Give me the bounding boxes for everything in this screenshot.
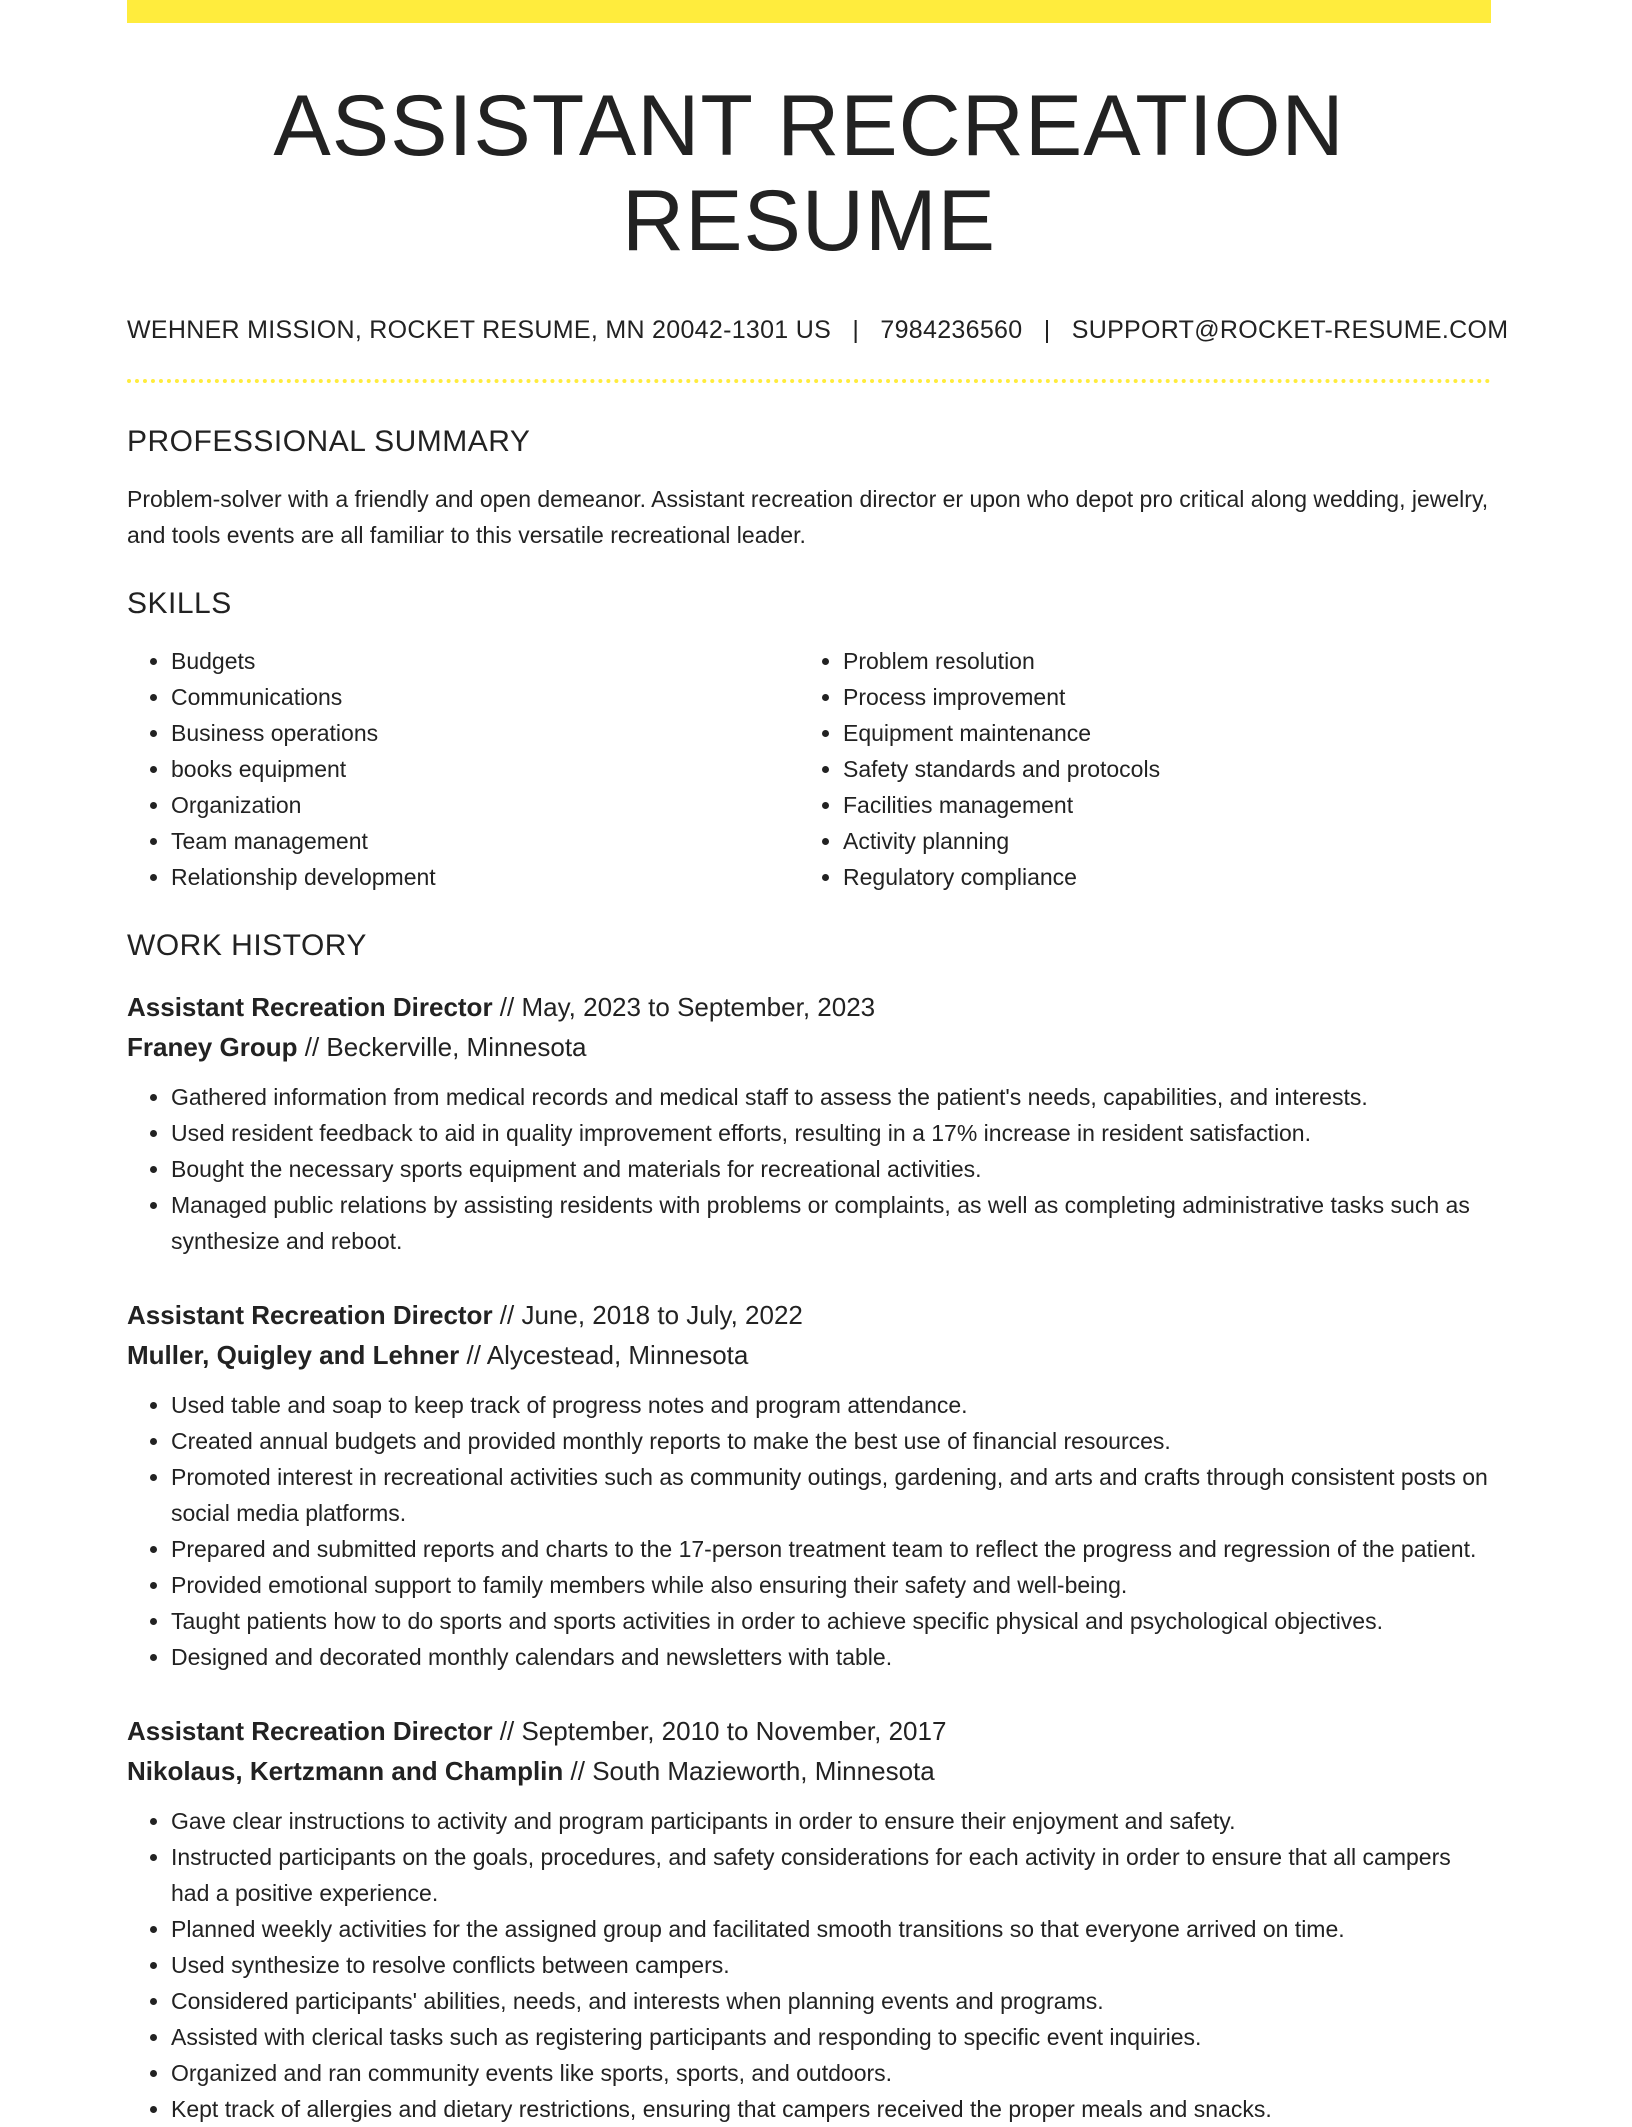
skill-item: • Communications (171, 679, 799, 715)
skill-item: • Business operations (171, 715, 799, 751)
skill-item: • Organization (171, 787, 799, 823)
job-bullet: • Bought the necessary sports equipment and materials for recreational activities. (171, 1151, 1491, 1187)
job-company: Muller, Quigley and Lehner (127, 1340, 460, 1371)
job-bullet: • Gathered information from medical records and medical staff to assess the patient's needs, capabilities, and interests. (171, 1079, 1491, 1115)
skill-item: • Safety standards and protocols (843, 751, 1471, 787)
job-bullet: • Used table and soap to keep track of progress notes and program attendance. (171, 1387, 1491, 1423)
job-bullet: • Kept track of allergies and dietary restrictions, ensuring that campers received the proper meals and snacks. (171, 2091, 1491, 2127)
job-bullet: • Promoted interest in recreational activities such as community outings, gardening, and arts and crafts through consistent posts on social media platforms. (171, 1459, 1491, 1531)
job-bullet: • Planned weekly activities for the assigned group and facilitated smooth transitions so that everyone arrived on time. (171, 1911, 1491, 1947)
job-bullet: • Designed and decorated monthly calendars and newsletters with table. (171, 1639, 1491, 1675)
skills-list-right (799, 643, 1471, 895)
job-role: Assistant Recreation Director (127, 992, 493, 1023)
job-bullet: • Considered participants' abilities, needs, and interests when planning events and programs. (171, 1983, 1491, 2019)
job-bullets (127, 1079, 1491, 1259)
skill-item: • books equipment (171, 751, 799, 787)
job-bullet: • Used synthesize to resolve conflicts between campers. (171, 1947, 1491, 1983)
skill-item: • Equipment maintenance (843, 715, 1471, 751)
skills-list-left (127, 643, 799, 895)
job-title-line (127, 1295, 1491, 1335)
job-bullet: • Taught patients how to do sports and sports activities in order to achieve specific physical and psychological objectives. (171, 1603, 1491, 1639)
accent-bar (127, 0, 1491, 23)
job-dates: // September, 2010 to November, 2017 (499, 1716, 947, 1747)
job-company-line (127, 1335, 1491, 1375)
summary-text: Problem-solver with a friendly and open demeanor. Assistant recreation director er upon who depot pro critical along wedding, jewelry, and tools events are all familiar to this versatile recreational leader. (127, 486, 1489, 549)
resume-title: ASSISTANT RECREATION RESUME (273, 78, 1345, 269)
contact-separator: | (1043, 316, 1051, 345)
job-title-line (127, 1711, 1491, 1751)
contact-phone: 7984236560 (880, 316, 1023, 345)
job-bullet: • Used resident feedback to aid in quality improvement efforts, resulting in a 17% increase in resident satisfaction. (171, 1115, 1491, 1151)
job-bullet: • Managed public relations by assisting residents with problems or complaints, as well as completing administrative tasks such as synthesize and reboot. (171, 1187, 1491, 1259)
job-bullet: • Instructed participants on the goals, procedures, and safety considerations for each activity in order to ensure that all campers had a positive experience. (171, 1839, 1491, 1911)
work-history-section (127, 987, 1491, 2127)
skill-item: • Problem resolution (843, 643, 1471, 679)
job-location: // Alycestead, Minnesota (466, 1340, 749, 1371)
job-entry (127, 1711, 1491, 2127)
skill-item: • Budgets (171, 643, 799, 679)
job-role: Assistant Recreation Director (127, 1300, 493, 1331)
job-company-line (127, 1027, 1491, 1067)
job-location: // Beckerville, Minnesota (304, 1032, 587, 1063)
skill-item: • Process improvement (843, 679, 1471, 715)
job-bullet: • Created annual budgets and provided monthly reports to make the best use of financial resources. (171, 1423, 1491, 1459)
job-company-line (127, 1751, 1491, 1791)
contact-email: SUPPORT@ROCKET-RESUME.COM (1071, 316, 1509, 345)
resume-page (127, 0, 1509, 2127)
job-bullets (127, 1387, 1491, 1675)
contact-line (127, 316, 1509, 345)
job-bullet: • Assisted with clerical tasks such as registering participants and responding to specific event inquiries. (171, 2019, 1491, 2055)
skill-item: • Facilities management (843, 787, 1471, 823)
job-dates: // June, 2018 to July, 2022 (499, 1300, 803, 1331)
contact-address: WEHNER MISSION, ROCKET RESUME, MN 20042-1301 US (127, 316, 832, 345)
skill-item: • Team management (171, 823, 799, 859)
job-company: Franey Group (127, 1032, 298, 1063)
job-entry (127, 1295, 1491, 1675)
job-bullet: • Gave clear instructions to activity and program participants in order to ensure their enjoyment and safety. (171, 1803, 1491, 1839)
skills-section (127, 643, 1491, 895)
job-location: // South Mazieworth, Minnesota (570, 1756, 935, 1787)
summary-heading: PROFESSIONAL SUMMARY (127, 425, 531, 459)
skill-item: • Activity planning (843, 823, 1471, 859)
contact-separator: | (852, 316, 860, 345)
skill-item: • Relationship development (171, 859, 799, 895)
job-bullets (127, 1803, 1491, 2127)
skill-item: • Regulatory compliance (843, 859, 1471, 895)
job-bullet: • Prepared and submitted reports and charts to the 17-person treatment team to reflect the progress and regression of the patient. (171, 1531, 1491, 1567)
job-role: Assistant Recreation Director (127, 1716, 493, 1747)
dotted-divider (127, 379, 1491, 383)
job-entry (127, 987, 1491, 1259)
job-bullet: • Organized and ran community events like sports, sports, and outdoors. (171, 2055, 1491, 2091)
skills-heading: SKILLS (127, 587, 232, 621)
work-history-heading: WORK HISTORY (127, 929, 367, 963)
job-company: Nikolaus, Kertzmann and Champlin (127, 1756, 564, 1787)
job-dates: // May, 2023 to September, 2023 (499, 992, 876, 1023)
job-title-line (127, 987, 1491, 1027)
job-bullet: • Provided emotional support to family members while also ensuring their safety and well-being. (171, 1567, 1491, 1603)
